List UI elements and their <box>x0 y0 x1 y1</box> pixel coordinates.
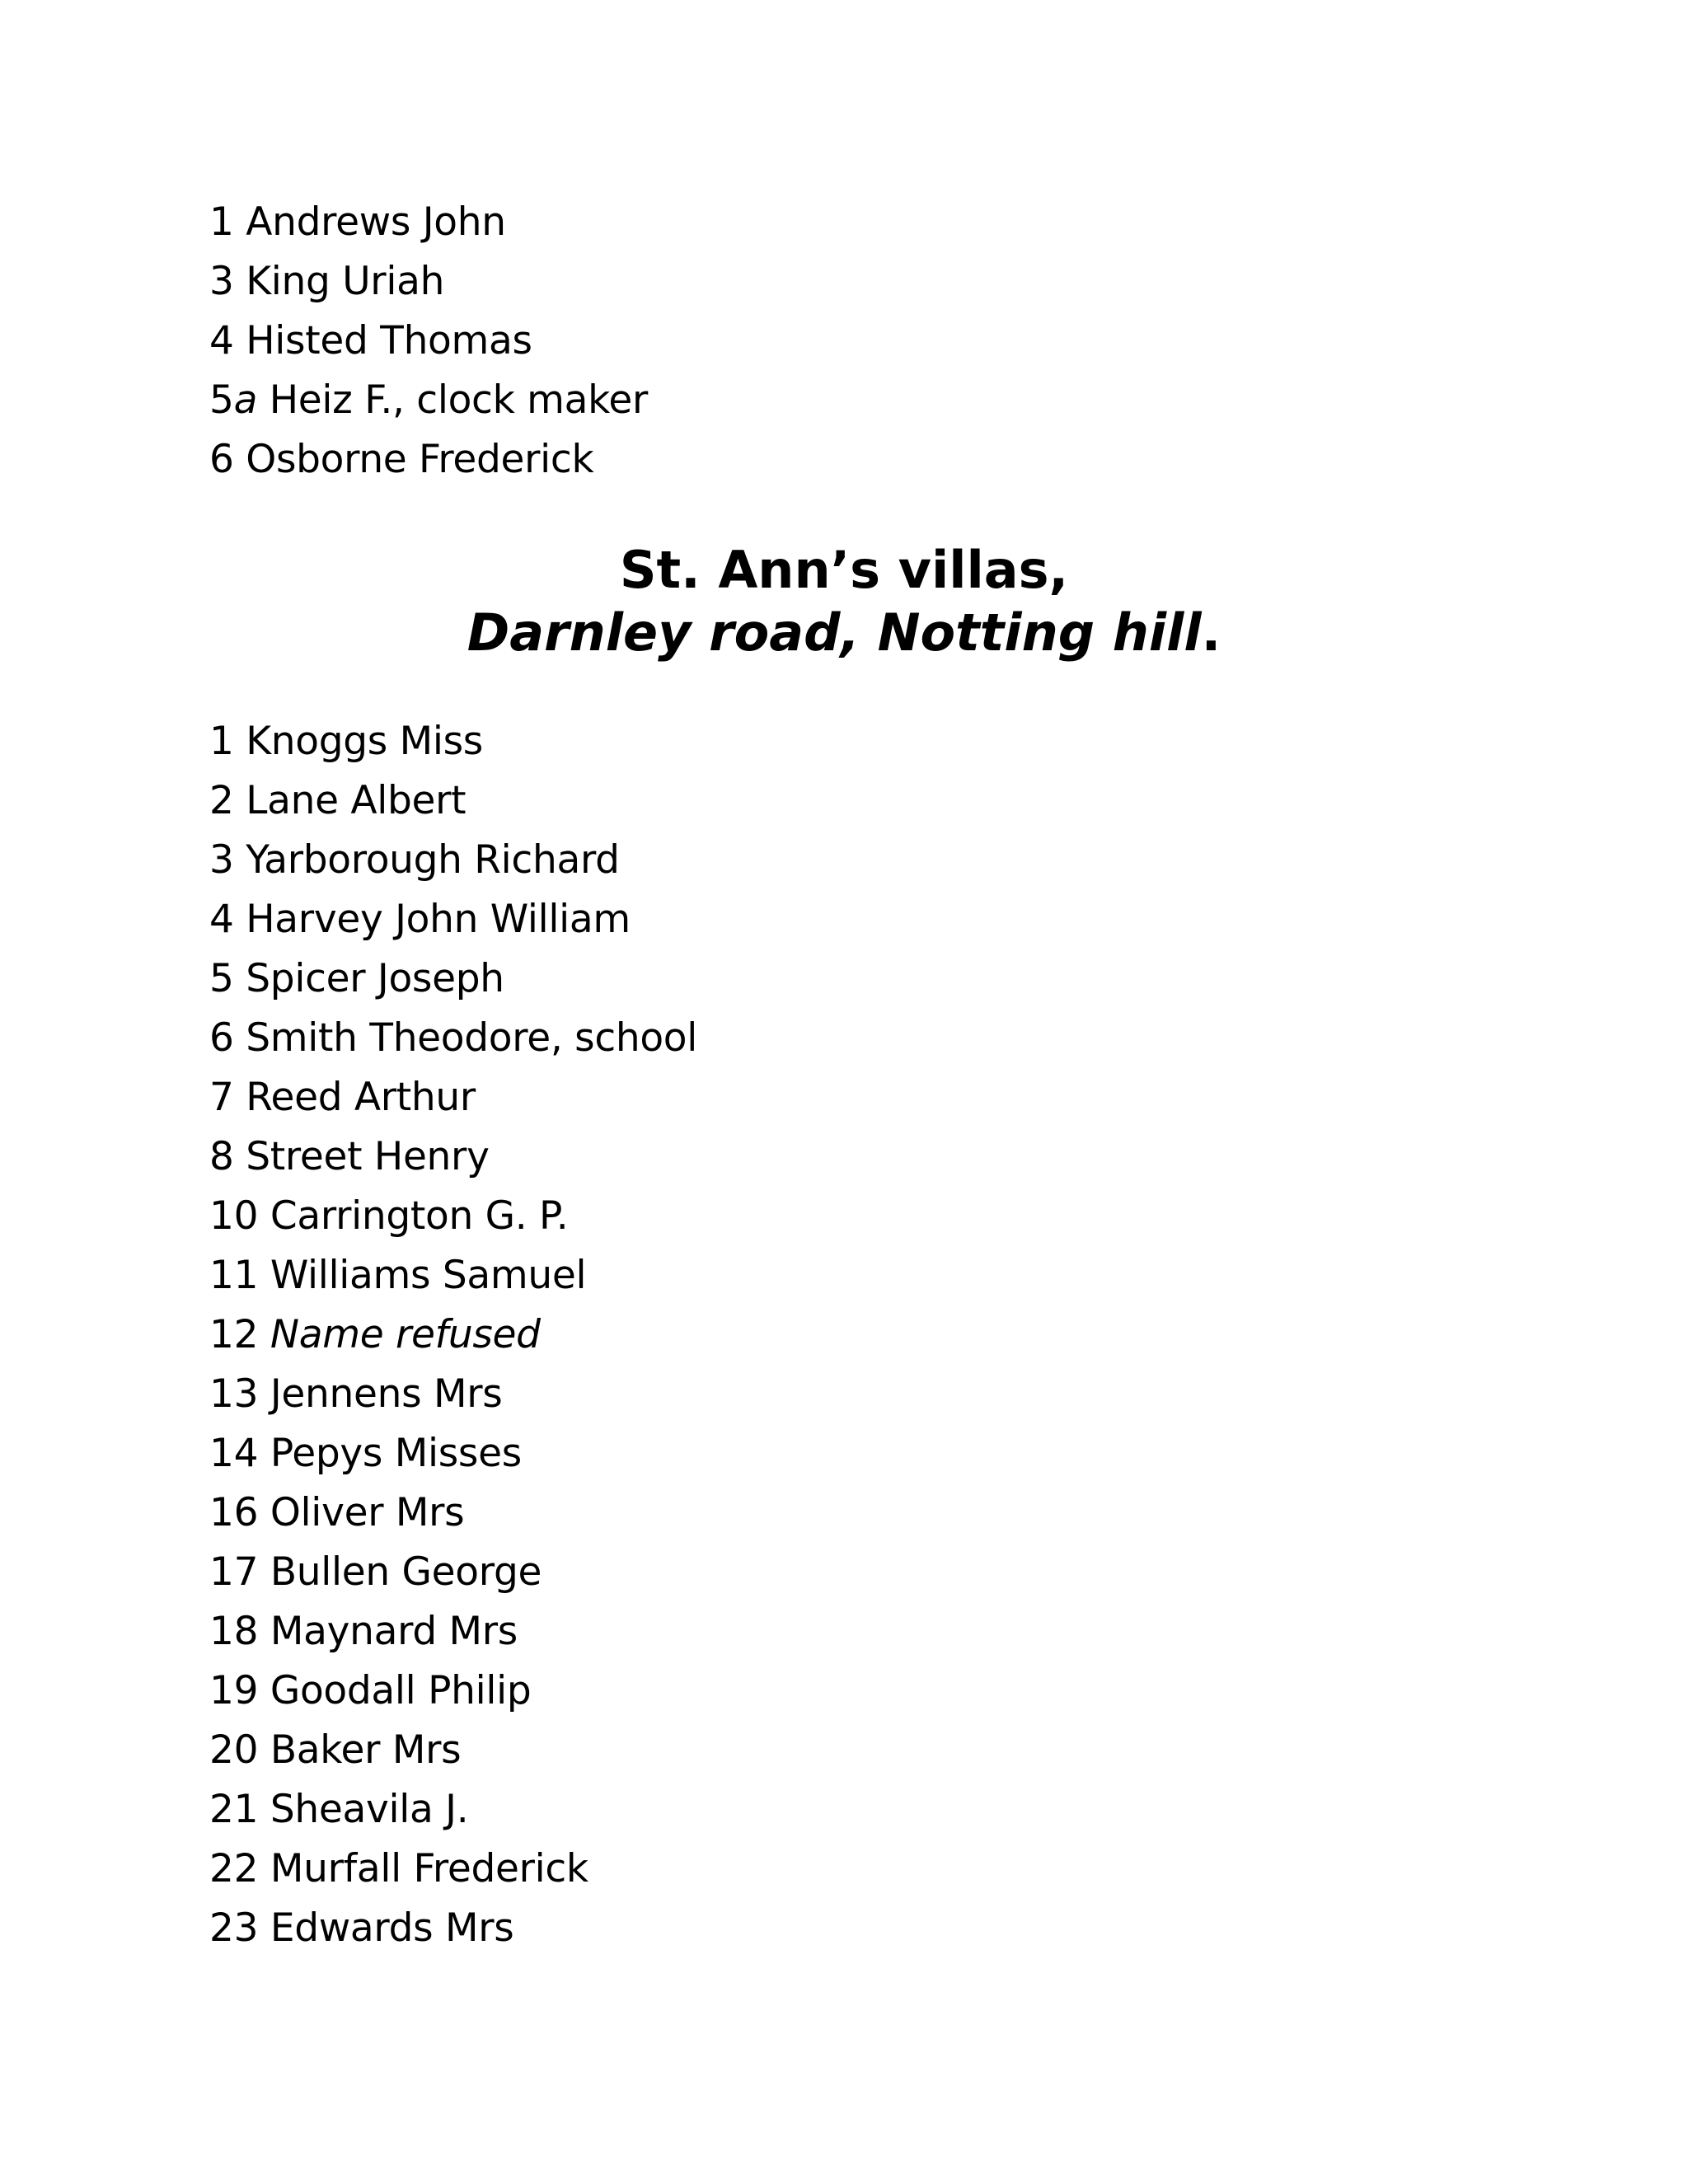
list-item <box>209 1424 697 1483</box>
section-subheading <box>0 602 1688 664</box>
resident-name: Reed Arthur <box>246 1075 476 1120</box>
resident-name: King Uriah <box>246 259 445 304</box>
resident-name: Edwards Mrs <box>270 1905 514 1951</box>
resident-name: Baker Mrs <box>270 1727 462 1773</box>
resident-name: Street Henry <box>246 1134 490 1179</box>
list-item <box>209 949 697 1009</box>
resident-name: Oliver Mrs <box>270 1490 465 1535</box>
resident-name: Lane Albert <box>246 778 467 823</box>
house-number: 23 <box>209 1905 259 1951</box>
residents-list-top <box>209 193 648 490</box>
house-number: 21 <box>209 1787 259 1832</box>
list-item <box>209 712 697 771</box>
resident-name: Heiz F., clock maker <box>269 377 649 423</box>
house-number: 7 <box>209 1075 234 1120</box>
list-item <box>209 1483 697 1543</box>
resident-name: Histed Thomas <box>246 318 532 363</box>
house-number: 8 <box>209 1134 234 1179</box>
house-number: 10 <box>209 1193 259 1239</box>
list-item <box>209 771 697 831</box>
house-number: 14 <box>209 1431 259 1476</box>
resident-name: Harvey John William <box>246 897 631 942</box>
list-item <box>209 1305 697 1365</box>
house-number: 17 <box>209 1549 259 1595</box>
list-item <box>209 1127 697 1187</box>
list-item <box>209 193 648 252</box>
house-number: 6 <box>209 1015 234 1061</box>
list-item <box>209 371 648 430</box>
list-item <box>209 1009 697 1068</box>
section-heading <box>0 539 1688 602</box>
list-item <box>209 1602 697 1661</box>
resident-name: Maynard Mrs <box>270 1609 518 1654</box>
resident-name: Jennens Mrs <box>270 1371 503 1417</box>
list-item <box>209 252 648 312</box>
section-heading-period: . <box>1201 602 1221 663</box>
list-item <box>209 1780 697 1840</box>
resident-name: Sheavila J. <box>270 1787 469 1832</box>
resident-name: Name refused <box>270 1312 541 1357</box>
resident-name: Carrington G. P. <box>270 1193 569 1239</box>
house-number: 2 <box>209 778 234 823</box>
list-item <box>209 1068 697 1127</box>
resident-name: Yarborough Richard <box>246 837 620 883</box>
house-number: 1 <box>209 199 234 245</box>
house-number: 20 <box>209 1727 259 1773</box>
residents-list-main <box>209 712 697 1958</box>
house-number: 4 <box>209 897 234 942</box>
resident-name: Williams Samuel <box>270 1253 587 1298</box>
list-item <box>209 312 648 371</box>
list-item <box>209 1840 697 1899</box>
list-item <box>209 890 697 949</box>
resident-name: Spicer Joseph <box>246 956 504 1001</box>
list-item <box>209 1543 697 1602</box>
house-number: 3 <box>209 259 234 304</box>
resident-name: Knoggs Miss <box>246 719 483 764</box>
list-item <box>209 1246 697 1305</box>
list-item <box>209 831 697 890</box>
resident-name: Goodall Philip <box>270 1668 532 1713</box>
resident-name: Murfall Frederick <box>270 1846 588 1891</box>
house-number: 1 <box>209 719 234 764</box>
list-item <box>209 430 648 490</box>
house-number: 16 <box>209 1490 259 1535</box>
house-number: 13 <box>209 1371 259 1417</box>
resident-name: Pepys Misses <box>270 1431 522 1476</box>
house-number: 5 <box>209 377 234 423</box>
house-number: 22 <box>209 1846 259 1891</box>
house-number: 4 <box>209 318 234 363</box>
list-item <box>209 1899 697 1958</box>
house-number: 3 <box>209 837 234 883</box>
house-number-suffix: a <box>233 377 258 423</box>
resident-name: Smith Theodore, school <box>246 1015 698 1061</box>
list-item <box>209 1661 697 1721</box>
section-heading-line1: St. Ann’s villas, <box>619 540 1069 600</box>
house-number: 11 <box>209 1253 259 1298</box>
section-heading-line2: Darnley road, Notting hill <box>467 602 1202 663</box>
resident-name: Osborne Frederick <box>246 437 594 482</box>
list-item <box>209 1365 697 1424</box>
resident-name: Andrews John <box>246 199 506 245</box>
house-number: 12 <box>209 1312 259 1357</box>
house-number: 6 <box>209 437 234 482</box>
list-item <box>209 1721 697 1780</box>
resident-name: Bullen George <box>270 1549 542 1595</box>
house-number: 18 <box>209 1609 259 1654</box>
house-number: 19 <box>209 1668 259 1713</box>
house-number: 5 <box>209 956 234 1001</box>
list-item <box>209 1187 697 1246</box>
